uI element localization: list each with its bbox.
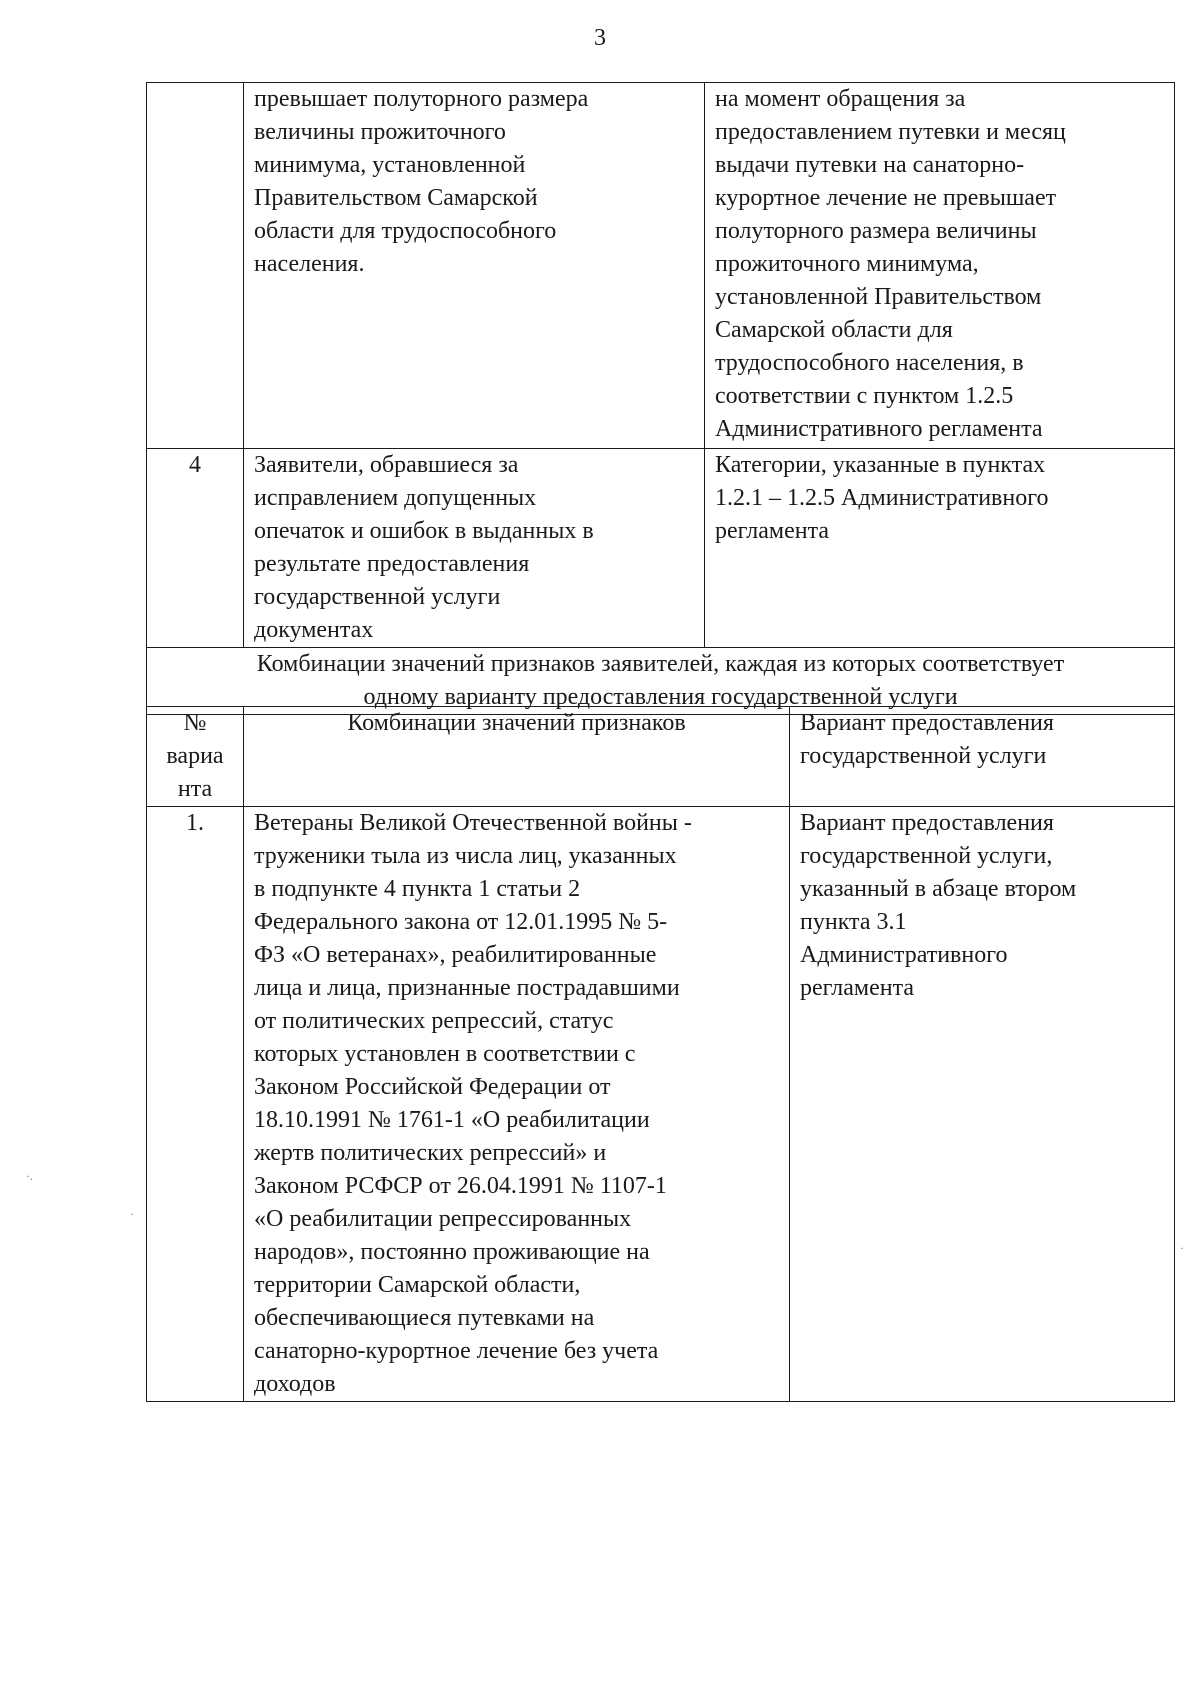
cell-line: установленной Правительством	[715, 284, 1042, 310]
cell-line: Ветераны Великой Отечественной войны -	[254, 810, 692, 836]
cell-line: исправлением допущенных	[254, 485, 537, 511]
cell-line: минимума, установленной	[254, 152, 526, 178]
table-row	[147, 807, 1175, 1402]
variant-number-cell: 1.	[147, 807, 244, 1402]
cell-line: населения.	[254, 251, 365, 277]
cell-line: Федерального закона от 12.01.1995 № 5-	[254, 909, 668, 935]
table-row	[147, 83, 1175, 449]
cell-line: прожиточного минимума,	[715, 251, 979, 277]
cell-line: на момент обращения за	[715, 86, 966, 112]
variants-table	[146, 706, 1175, 1402]
cell-line: труженики тыла из числа лиц, указанных	[254, 843, 677, 869]
row-number-cell: 4	[147, 449, 244, 648]
cell-line: Вариант предоставления	[800, 810, 1054, 836]
cell-line: №	[183, 710, 207, 736]
cell-line: обеспечивающиеся путевками на	[254, 1305, 595, 1331]
cell-line: регламента	[800, 975, 915, 1001]
cell-line: соответствии с пунктом 1.2.5	[715, 383, 1014, 409]
cell-line: Административного регламента	[715, 416, 1043, 442]
cell-line: Комбинации значений признаков заявителей, каждая из которых соответствует	[256, 651, 1065, 677]
combinations-heading-cell	[147, 648, 1175, 715]
cell-line: одному варианту предоставления государственной услуги	[363, 684, 958, 710]
cell-line: народов», постоянно проживающие на	[254, 1239, 650, 1265]
cell-line: Заявители, обравшиеся за	[254, 452, 519, 478]
criteria-cell	[705, 449, 1175, 648]
cell-line: указанный в абзаце втором	[800, 876, 1077, 902]
cell-line: от политических репрессий, статус	[254, 1008, 614, 1034]
cell-line: Категории, указанные в пунктах	[715, 452, 1046, 478]
applicants-cell	[244, 83, 705, 449]
cell-line: опечаток и ошибок в выданных в	[254, 518, 594, 544]
cell-line: трудоспособного населения, в	[715, 350, 1024, 376]
row-number-cell	[147, 83, 244, 449]
variant-number-header	[147, 707, 244, 807]
cell-line: Административного	[800, 942, 1008, 968]
combinations-header	[244, 707, 790, 807]
cell-line: области для трудоспособного	[254, 218, 557, 244]
cell-line: нта	[177, 776, 213, 802]
cell-line: 1.2.1 – 1.2.5 Административного	[715, 485, 1049, 511]
cell-line: предоставлением путевки и месяц	[715, 119, 1066, 145]
page-number: 3	[594, 25, 606, 51]
scan-speck: ·	[130, 1207, 134, 1221]
cell-line: вариа	[166, 743, 224, 769]
cell-line: курортное лечение не превышает	[715, 185, 1057, 211]
cell-line: санаторно-курортное лечение без учета	[254, 1338, 659, 1364]
cell-line: жертв политических репрессий» и	[254, 1140, 607, 1166]
variant-header	[790, 707, 1175, 807]
scan-speck: ·.	[26, 1169, 33, 1183]
cell-line: регламента	[715, 518, 830, 544]
applicants-cell	[244, 449, 705, 648]
table-row	[147, 707, 1175, 807]
cell-line: пункта 3.1	[800, 909, 907, 935]
cell-line: результате предоставления	[254, 551, 530, 577]
cell-line: территории Самарской области,	[254, 1272, 581, 1298]
criteria-cell	[705, 83, 1175, 449]
applicant-categories-table	[146, 82, 1175, 715]
cell-line: государственной услуги	[254, 584, 501, 610]
cell-line: полуторного размера величины	[715, 218, 1037, 244]
cell-line: Законом Российской Федерации от	[254, 1074, 611, 1100]
scan-speck: ·	[1180, 1241, 1184, 1255]
cell-line: Вариант предоставления	[800, 710, 1054, 736]
cell-line: Правительством Самарской	[254, 185, 538, 211]
cell-line: Комбинации значений признаков	[347, 710, 686, 736]
cell-line: государственной услуги	[800, 743, 1047, 769]
variant-cell	[790, 807, 1175, 1402]
cell-line: величины прожиточного	[254, 119, 506, 145]
cell-line: выдачи путевки на санаторно-	[715, 152, 1025, 178]
cell-line: лица и лица, признанные пострадавшими	[254, 975, 680, 1001]
cell-line: доходов	[254, 1371, 336, 1397]
cell-line: превышает полуторного размера	[254, 86, 589, 112]
table-row	[147, 449, 1175, 648]
cell-line: Законом РСФСР от 26.04.1991 № 1107-1	[254, 1173, 667, 1199]
cell-line: 18.10.1991 № 1761-1 «О реабилитации	[254, 1107, 650, 1133]
cell-line: в подпункте 4 пункта 1 статьи 2	[254, 876, 581, 902]
cell-line: государственной услуги,	[800, 843, 1053, 869]
table-row	[147, 648, 1175, 715]
combination-cell	[244, 807, 790, 1402]
cell-line: Самарской области для	[715, 317, 953, 343]
cell-line: которых установлен в соответствии с	[254, 1041, 636, 1067]
cell-line: «О реабилитации репрессированных	[254, 1206, 632, 1232]
cell-line: документах	[254, 617, 374, 643]
cell-line: ФЗ «О ветеранах», реабилитированные	[254, 942, 657, 968]
